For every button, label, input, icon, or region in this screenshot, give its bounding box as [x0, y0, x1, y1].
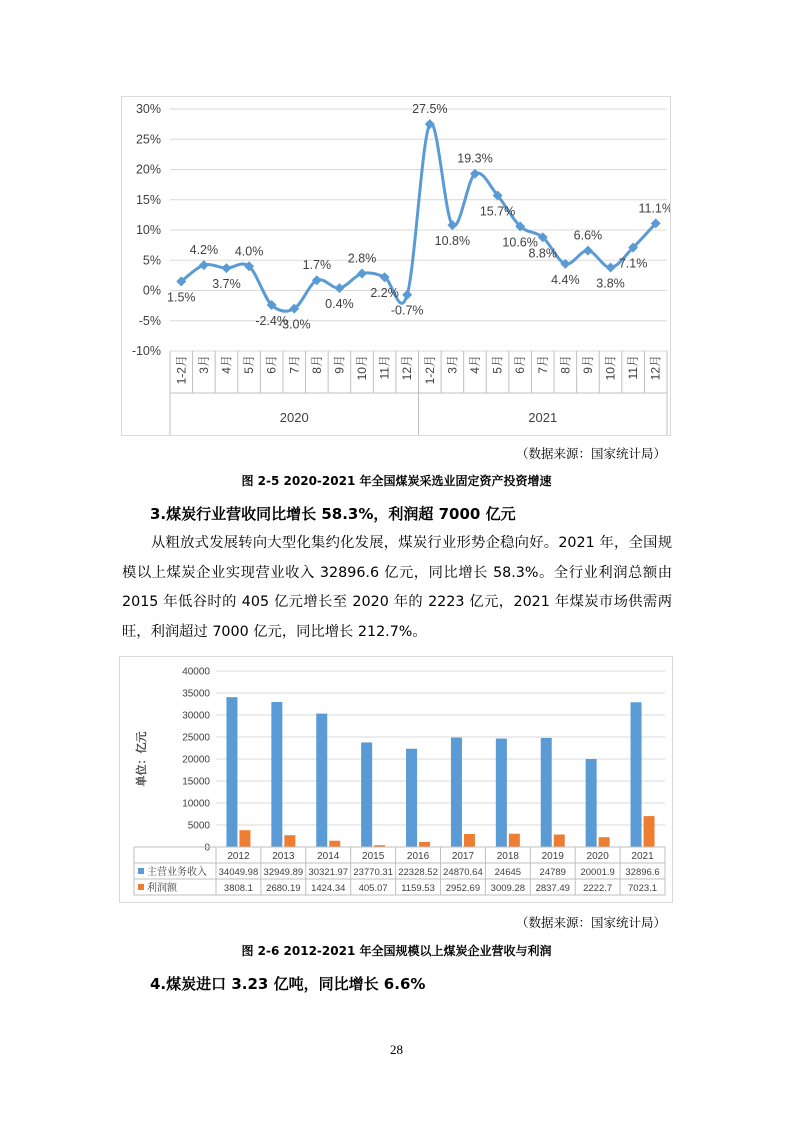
table-cell: 34049.98 [218, 867, 259, 878]
bar-profit [644, 816, 655, 847]
section4-heading: 4.煤炭进口 3.23 亿吨，同比增长 6.6% [150, 975, 426, 993]
bar-revenue [226, 697, 237, 847]
x-tick-label: 9月 [580, 355, 595, 374]
data-label: 10.8% [434, 234, 471, 249]
data-point [221, 263, 231, 273]
y-tick-label: 5000 [187, 820, 210, 832]
x-tick-label: 2018 [496, 851, 519, 862]
bar-profit [239, 830, 250, 847]
x-tick-label: 10月 [603, 354, 618, 381]
data-label: -2.4% [255, 314, 288, 329]
x-tick-label: 2012 [227, 851, 250, 862]
investment-growth-line-chart [121, 96, 671, 436]
data-point [334, 283, 344, 293]
x-tick-label: 2016 [406, 851, 430, 862]
data-label: 3.7% [212, 277, 241, 292]
legend-swatch [138, 868, 144, 874]
x-tick-label: 6月 [513, 355, 528, 374]
x-tick-label: 3月 [445, 355, 460, 374]
section3-paragraph: 从粗放式发展转向大型化集约化发展，煤炭行业形势企稳向好。2021 年，全国规模以上煤炭企业实现营业收入 32896.6 亿元，同比增长 58.3%。全行业利润总额由 2015 年低谷时的 405 亿元增长至 2020 年的 2223 亿元，2021 年煤炭市场供需两旺，利润超过 7000 亿元，同比增长 212.7%。 [122, 535, 672, 640]
table-cell: 3009.28 [490, 883, 526, 894]
data-label: 8.8% [528, 246, 557, 261]
y-tick-label: 40000 [182, 666, 210, 678]
bar-revenue [316, 714, 327, 847]
series-line [181, 123, 655, 311]
bar-profit [464, 834, 475, 847]
x-tick-label: 2020 [586, 851, 609, 862]
bar-revenue [406, 749, 417, 847]
bar-chart-svg [120, 657, 672, 902]
data-point [583, 246, 593, 256]
data-label: 10.6% [502, 235, 538, 250]
table-cell: 24789 [539, 867, 566, 878]
table-cell: 1159.53 [401, 883, 435, 894]
x-tick-label: 7月 [535, 355, 550, 374]
y-tick-label: 35000 [182, 688, 210, 700]
figure2-source: （数据来源：国家统计局） [515, 915, 666, 930]
x-tick-label: 2019 [541, 851, 564, 862]
bar-revenue [361, 742, 372, 847]
year-group-label: 2020 [279, 410, 309, 425]
table-cell: 2680.19 [266, 883, 301, 894]
x-tick-label: 5月 [490, 355, 505, 374]
x-tick-label: 11月 [377, 355, 392, 380]
y-tick-label: 30% [135, 102, 161, 116]
table-cell: 3808.1 [223, 883, 253, 894]
table-cell: 2837.49 [535, 883, 570, 894]
data-label: 11.1% [638, 201, 670, 216]
x-tick-label: 9月 [332, 355, 347, 374]
x-tick-label: 3月 [196, 355, 211, 374]
data-point [357, 269, 367, 279]
table-cell: 1424.34 [311, 883, 346, 894]
data-point [447, 220, 457, 230]
y-tick-label: 15% [135, 192, 161, 207]
data-label: 6.6% [573, 228, 603, 243]
x-tick-label: 2013 [272, 851, 295, 862]
y-tick-label: 0 [204, 842, 210, 854]
x-tick-label: 2014 [317, 851, 340, 862]
revenue-profit-bar-chart [119, 656, 673, 903]
x-tick-label: 12月 [648, 355, 663, 381]
y-tick-label: 10000 [182, 798, 210, 810]
y-tick-label: 20% [135, 162, 161, 177]
data-label: 15.7% [479, 204, 516, 219]
y-tick-label: 15000 [182, 776, 210, 788]
data-label: 2.2% [370, 286, 399, 301]
table-cell: 30321.97 [308, 867, 349, 878]
bar-revenue [631, 702, 642, 847]
figure2-caption: 图 2-6 2012-2021 年全国规模以上煤炭企业营收与利润 [241, 944, 552, 958]
bar-profit [284, 835, 295, 847]
bar-profit [599, 837, 610, 847]
x-tick-label: 8月 [309, 355, 324, 374]
x-tick-label: 2017 [451, 851, 475, 862]
table-cell: 24870.64 [443, 867, 483, 878]
data-point [402, 290, 412, 300]
year-group-label: 2021 [528, 410, 558, 425]
data-label: 1.5% [167, 290, 196, 305]
figure1-source: （数据来源：国家统计局） [515, 446, 666, 461]
x-tick-label: 8月 [558, 355, 573, 374]
data-point [199, 260, 209, 270]
x-tick-label: 6月 [264, 355, 279, 374]
table-cell: 22328.52 [398, 867, 438, 878]
data-label: 19.3% [457, 151, 493, 166]
table-cell: 2952.69 [445, 883, 481, 894]
x-tick-label: 11月 [626, 355, 641, 380]
bar-revenue [451, 738, 462, 847]
bar-profit [509, 834, 520, 847]
y-axis-title: 单位：亿元 [136, 731, 148, 787]
section3-heading: 3.煤炭行业营收同比增长 58.3%，利润超 7000 亿元 [150, 505, 516, 523]
legend-swatch [138, 884, 144, 890]
data-label: 27.5% [412, 102, 448, 117]
x-tick-label: 10月 [355, 355, 370, 381]
bar-revenue [586, 759, 597, 847]
bar-revenue [541, 738, 552, 847]
figure1-caption: 图 2-5 2020-2021 年全国煤炭采选业固定资产投资增速 [241, 474, 552, 488]
table-cell: 32949.89 [263, 867, 304, 878]
data-label: 1.7% [302, 258, 332, 273]
y-tick-label: -5% [138, 313, 161, 328]
y-tick-label: 30000 [182, 710, 210, 722]
bar-revenue [496, 739, 507, 847]
data-label: 4.0% [234, 244, 264, 259]
x-tick-label: 7月 [287, 355, 302, 374]
table-cell: 405.07 [358, 883, 388, 894]
x-tick-label: 1-2月 [422, 355, 437, 385]
x-tick-label: 5月 [242, 355, 257, 374]
bar-profit [419, 842, 430, 847]
table-cell: 7023.1 [628, 883, 658, 894]
bar-revenue [271, 702, 282, 847]
table-cell: 32896.6 [625, 867, 660, 878]
y-tick-label: -10% [131, 344, 161, 358]
table-cell: 2222.7 [583, 883, 613, 894]
data-label: 3.8% [596, 276, 625, 291]
data-label: 0.4% [325, 297, 354, 312]
data-label: -0.7% [390, 303, 424, 318]
x-tick-label: 12月 [400, 355, 415, 381]
y-tick-label: 25000 [182, 732, 210, 744]
legend-label: 利润额 [147, 883, 177, 894]
bar-profit [329, 841, 340, 847]
y-tick-label: 0% [142, 283, 161, 298]
x-tick-label: 4月 [219, 355, 234, 374]
data-point [606, 263, 616, 273]
table-cell: 20001.9 [580, 867, 615, 878]
page-number: 28 [390, 1042, 403, 1057]
x-tick-label: 2021 [631, 851, 654, 862]
table-cell: 23770.31 [353, 867, 393, 878]
data-label: 7.1% [618, 256, 648, 271]
y-tick-label: 5% [142, 253, 161, 268]
bar-profit [554, 835, 565, 847]
data-label: 4.4% [551, 272, 580, 287]
table-cell: 24645 [494, 867, 522, 878]
legend-label: 主营业务收入 [147, 867, 207, 878]
x-tick-label: 1-2月 [174, 355, 189, 385]
data-label: 2.8% [347, 251, 377, 266]
x-tick-label: 4月 [467, 355, 482, 374]
y-tick-label: 20000 [182, 754, 210, 766]
y-tick-label: 10% [135, 223, 161, 237]
line-chart-svg [122, 97, 670, 435]
x-tick-label: 2015 [362, 851, 385, 862]
data-label: -3.0% [277, 317, 311, 332]
y-tick-label: 25% [135, 132, 161, 147]
data-label: 4.2% [189, 243, 219, 258]
